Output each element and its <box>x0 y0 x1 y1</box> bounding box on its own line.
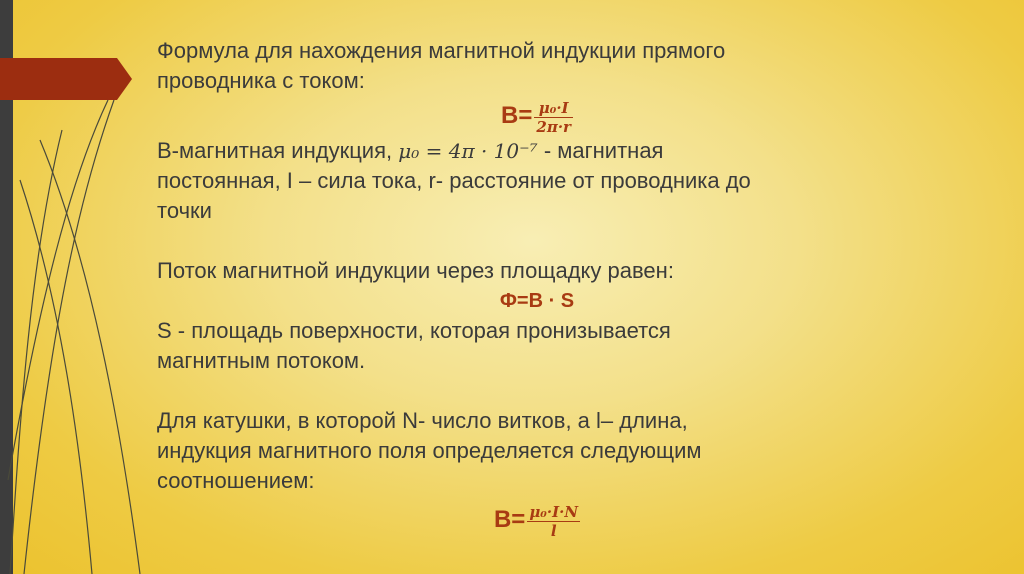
decorative-lines <box>0 0 160 574</box>
formula-induction-wire <box>137 96 937 136</box>
paragraph-5-line-2: индукция магнитного поля определяется следующим <box>157 438 702 463</box>
paragraph-5-line-3: соотношением: <box>157 468 315 493</box>
formula-1-denominator: 2π·r <box>536 117 571 136</box>
slide-marker-arrow <box>0 58 132 100</box>
paragraph-3-line-1: Поток магнитной индукции через площадку равен: <box>157 258 674 283</box>
paragraph-1-line-1: Формула для нахождения магнитной индукции прямого <box>157 38 726 63</box>
slide-content <box>157 36 937 540</box>
formula-1-numerator: μ₀·I <box>534 99 573 118</box>
formula-3-denominator: l <box>550 521 557 540</box>
formula-1-lhs: B= <box>501 102 533 129</box>
paragraph-4-line-2: магнитным потоком. <box>157 348 366 373</box>
mu0-constant-expression: μ₀ = 4π · 10⁻⁷ <box>398 139 538 163</box>
decorative-curves <box>8 100 140 574</box>
para2-suffix: - магнитная <box>543 138 664 163</box>
paragraph-4-line-1: S - площадь поверхности, которая пронизывается <box>157 318 671 343</box>
paragraph-2-line-3: точки <box>157 198 212 223</box>
paragraph-1-line-2: проводника с током: <box>157 68 365 93</box>
paragraph-2-line-1 <box>157 136 937 166</box>
formula-3-numerator: μ₀·I·N <box>529 502 579 521</box>
formula-coil-induction <box>137 500 937 540</box>
formula-flux: Ф=B · S <box>499 290 575 312</box>
formula-1-fraction <box>534 99 573 136</box>
formula-3-fraction <box>527 503 580 540</box>
formula-3-lhs: B= <box>493 506 526 533</box>
paragraph-5-line-1: Для катушки, в которой N- число витков, а l– длина, <box>157 408 688 433</box>
para2-prefix: B-магнитная индукция, <box>157 138 393 163</box>
paragraph-2-line-2: постоянная, I – сила тока, r- расстояние от проводника до <box>157 168 751 193</box>
